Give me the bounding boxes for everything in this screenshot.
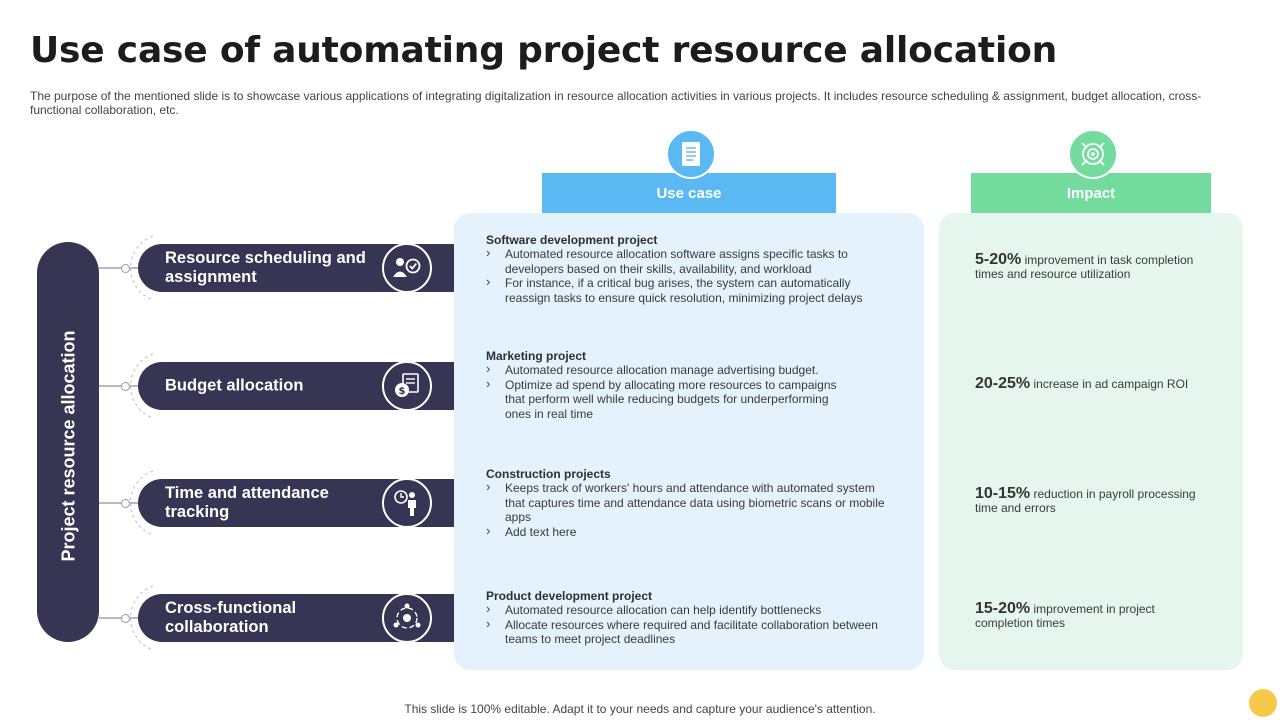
item-label: Budget allocation — [165, 376, 304, 395]
item-label: Time and attendance tracking — [165, 484, 329, 521]
slide-subtitle: The purpose of the mentioned slide is to showcase various applications of integrating digitalization in resource allocation activities in various projects. It includes resource scheduling & assignment, budget allocation, cross-functional collaboration, etc. — [30, 89, 1202, 117]
item-label: Cross-functional collaboration — [165, 599, 297, 636]
connector-dot — [121, 499, 130, 508]
usecase-bullet: › Optimize ad spend by allocating more resources to campaigns that perform well while reducing budgets for underperforming ones in real time — [486, 378, 846, 421]
impact-text: increase in ad campaign ROI — [1033, 377, 1189, 391]
usecase-heading: Software development project — [486, 233, 658, 247]
usecase-heading: Product development project — [486, 589, 653, 603]
impact-block — [975, 487, 1215, 516]
impact-block — [975, 253, 1215, 282]
usecase-heading: Construction projects — [486, 467, 611, 481]
corner-decoration — [1249, 689, 1277, 717]
item-label: Resource scheduling and assignment — [165, 249, 366, 286]
impact-percent: 5-20% — [975, 251, 1022, 268]
usecase-bullet: › For instance, if a critical bug arises, the system can automatically reassign tasks to ensure quick resolution, minimizing project delays — [486, 276, 896, 305]
impact-text: reduction in payroll processing time and errors — [975, 487, 1196, 516]
impact-block — [975, 377, 1215, 391]
people-check-icon — [382, 243, 432, 293]
connector-dot — [121, 382, 130, 391]
impact-percent: 10-15% — [975, 485, 1031, 502]
usecase-bullet: › Automated resource allocation software assigns specific tasks to developers based on their skills, availability, and workload — [486, 247, 896, 276]
usecase-block-marketing — [486, 349, 896, 421]
document-icon — [666, 129, 716, 179]
budget-icon — [382, 361, 432, 411]
usecase-bullet: › Add text here — [486, 525, 896, 539]
svg-text:$: $ — [398, 386, 406, 397]
connector-dot — [121, 614, 130, 623]
usecase-bullet: › Allocate resources where required and facilitate collaboration between teams to meet project deadlines — [486, 618, 896, 647]
usecase-block-software — [486, 233, 896, 305]
usecase-bullet: › Automated resource allocation manage advertising budget. — [486, 363, 846, 377]
usecase-heading: Marketing project — [486, 349, 587, 363]
impact-percent: 15-20% — [975, 600, 1031, 617]
impact-header: Impact — [971, 173, 1211, 213]
item-pill-budget-allocation — [138, 362, 468, 410]
connector-dot — [121, 264, 130, 273]
target-icon — [1068, 129, 1118, 179]
item-pill-resource-scheduling — [138, 244, 468, 292]
team-gear-icon — [382, 593, 432, 643]
impact-text: improvement in project completion times — [975, 602, 1155, 631]
clock-person-icon — [382, 478, 432, 528]
item-pill-cross-functional — [138, 594, 468, 642]
slide-footer: This slide is 100% editable. Adapt it to your needs and capture your audience's attention. — [404, 702, 876, 716]
impact-percent: 20-25% — [975, 375, 1031, 392]
usecase-block-product — [486, 589, 896, 647]
usecase-bullet: › Keeps track of workers' hours and attendance with automated system that captures time and attendance data using biometric scans or mobile apps — [486, 481, 896, 524]
vertical-pill-label: Project resource allocation — [58, 330, 79, 562]
slide-title: Use case of automating project resource allocation — [30, 30, 1058, 71]
usecase-block-construction — [486, 467, 896, 539]
item-pill-time-attendance — [138, 479, 468, 527]
usecase-bullet: › Automated resource allocation can help identify bottlenecks — [486, 603, 896, 617]
impact-text: improvement in task completion times and resource utilization — [975, 253, 1194, 282]
impact-block — [975, 602, 1215, 631]
usecase-header: Use case — [542, 173, 836, 213]
